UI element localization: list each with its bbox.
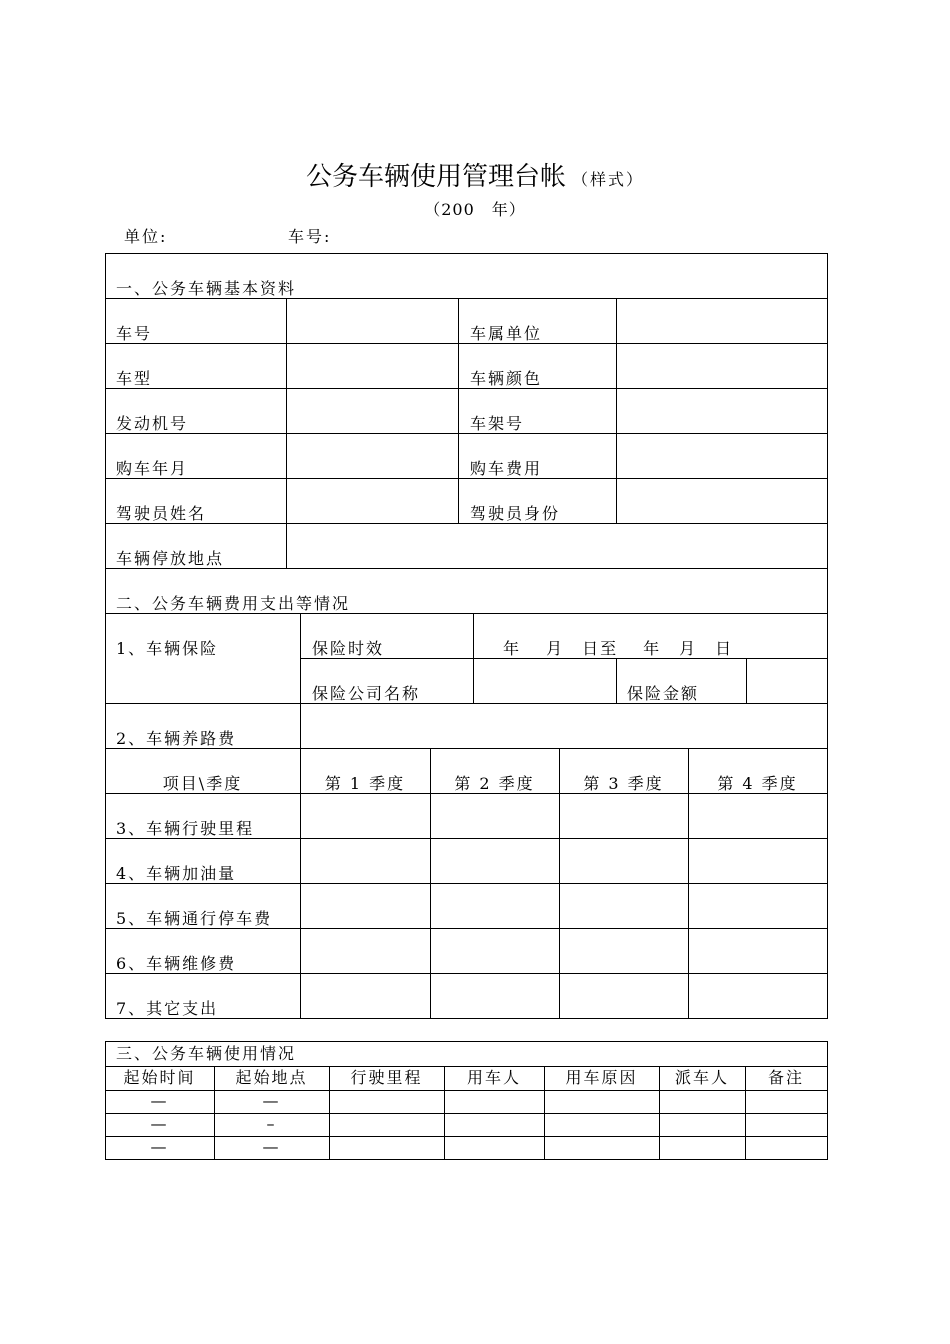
row-line [105,703,828,704]
usage-cell: – [266,1114,277,1133]
usage-cell: — [262,1137,281,1156]
field-label: 车辆停放地点 [116,549,225,568]
usage-border-top [105,1041,828,1042]
row-line [105,613,828,614]
usage-border-right [827,1041,828,1160]
row-line [105,478,828,479]
row-line [105,928,828,929]
column-header: 起始时间 [123,1068,196,1087]
quarter-label: 第 4 季度 [717,774,798,793]
row-line [105,793,828,794]
field-label: 2、车辆养路费 [116,729,237,748]
quarter-label: 第 2 季度 [454,774,535,793]
unit-label: 单位: [124,227,168,246]
table-border-top [105,253,828,254]
table-border-left [105,253,106,1019]
col-line [616,298,617,524]
field-label: 保险金额 [627,684,700,703]
usage-cell: — [262,1091,281,1110]
table-border-bottom [105,1018,828,1019]
field-label: 车型 [116,369,153,388]
field-label: 车辆颜色 [470,369,543,388]
quarter-label: 第 3 季度 [583,774,664,793]
usage-cell: — [150,1137,169,1156]
expense-item: 3、车辆行驶里程 [116,819,255,838]
column-header: 用车人 [466,1068,521,1087]
plate-label: 车号: [288,227,332,246]
col-line [473,613,474,704]
table-border-right [827,253,828,1019]
field-label: 车号 [116,324,153,343]
row-line [105,748,828,749]
usage-cell: — [150,1114,169,1133]
field-label: 车属单位 [470,324,543,343]
row-line [105,568,828,569]
column-header: 备注 [767,1068,804,1087]
section3-heading: 三、公务车辆使用情况 [116,1044,297,1063]
row-line [105,838,828,839]
field-label: 购车年月 [116,459,189,478]
column-header: 起始地点 [235,1068,308,1087]
field-label: 购车费用 [470,459,543,478]
col-line [286,523,287,569]
field-label: 驾驶员姓名 [116,504,207,523]
quarter-header: 项目\季度 [162,774,243,793]
expense-item: 4、车辆加油量 [116,864,237,883]
field-label: 1、车辆保险 [116,639,219,658]
field-label: 保险公司名称 [312,684,421,703]
expense-item: 5、车辆通行停车费 [116,909,273,928]
row-line [105,298,828,299]
title-note: （样式） [572,170,645,189]
insurance-dates: 年 月 日至 年 月 日 [503,639,734,658]
year-label: （200 年） [424,200,526,219]
expense-item: 7、其它支出 [116,999,219,1018]
field-label: 车架号 [470,414,525,433]
col-line [458,298,459,524]
row-line [105,388,828,389]
row-line [300,658,828,659]
section2-heading: 二、公务车辆费用支出等情况 [116,594,351,613]
field-label: 发动机号 [116,414,189,433]
field-label: 驾驶员身份 [470,504,561,523]
row-line [105,523,828,524]
col-line [286,298,287,524]
usage-cell: — [150,1091,169,1110]
column-header: 派车人 [674,1068,729,1087]
col-line [616,658,617,704]
col-line [300,613,301,704]
field-label: 保险时效 [312,639,385,658]
title-text: 公务车辆使用管理台帐 [305,162,566,192]
row-line [105,433,828,434]
quarter-label: 第 1 季度 [324,774,406,793]
col-line [300,703,301,749]
expense-item: 6、车辆维修费 [116,954,237,973]
column-header: 行驶里程 [350,1068,423,1087]
section1-heading: 一、公务车辆基本资料 [116,279,297,298]
row-line [105,973,828,974]
row-line [105,343,828,344]
row-line [105,883,828,884]
column-header: 用车原因 [565,1068,638,1087]
col-line [746,658,747,704]
